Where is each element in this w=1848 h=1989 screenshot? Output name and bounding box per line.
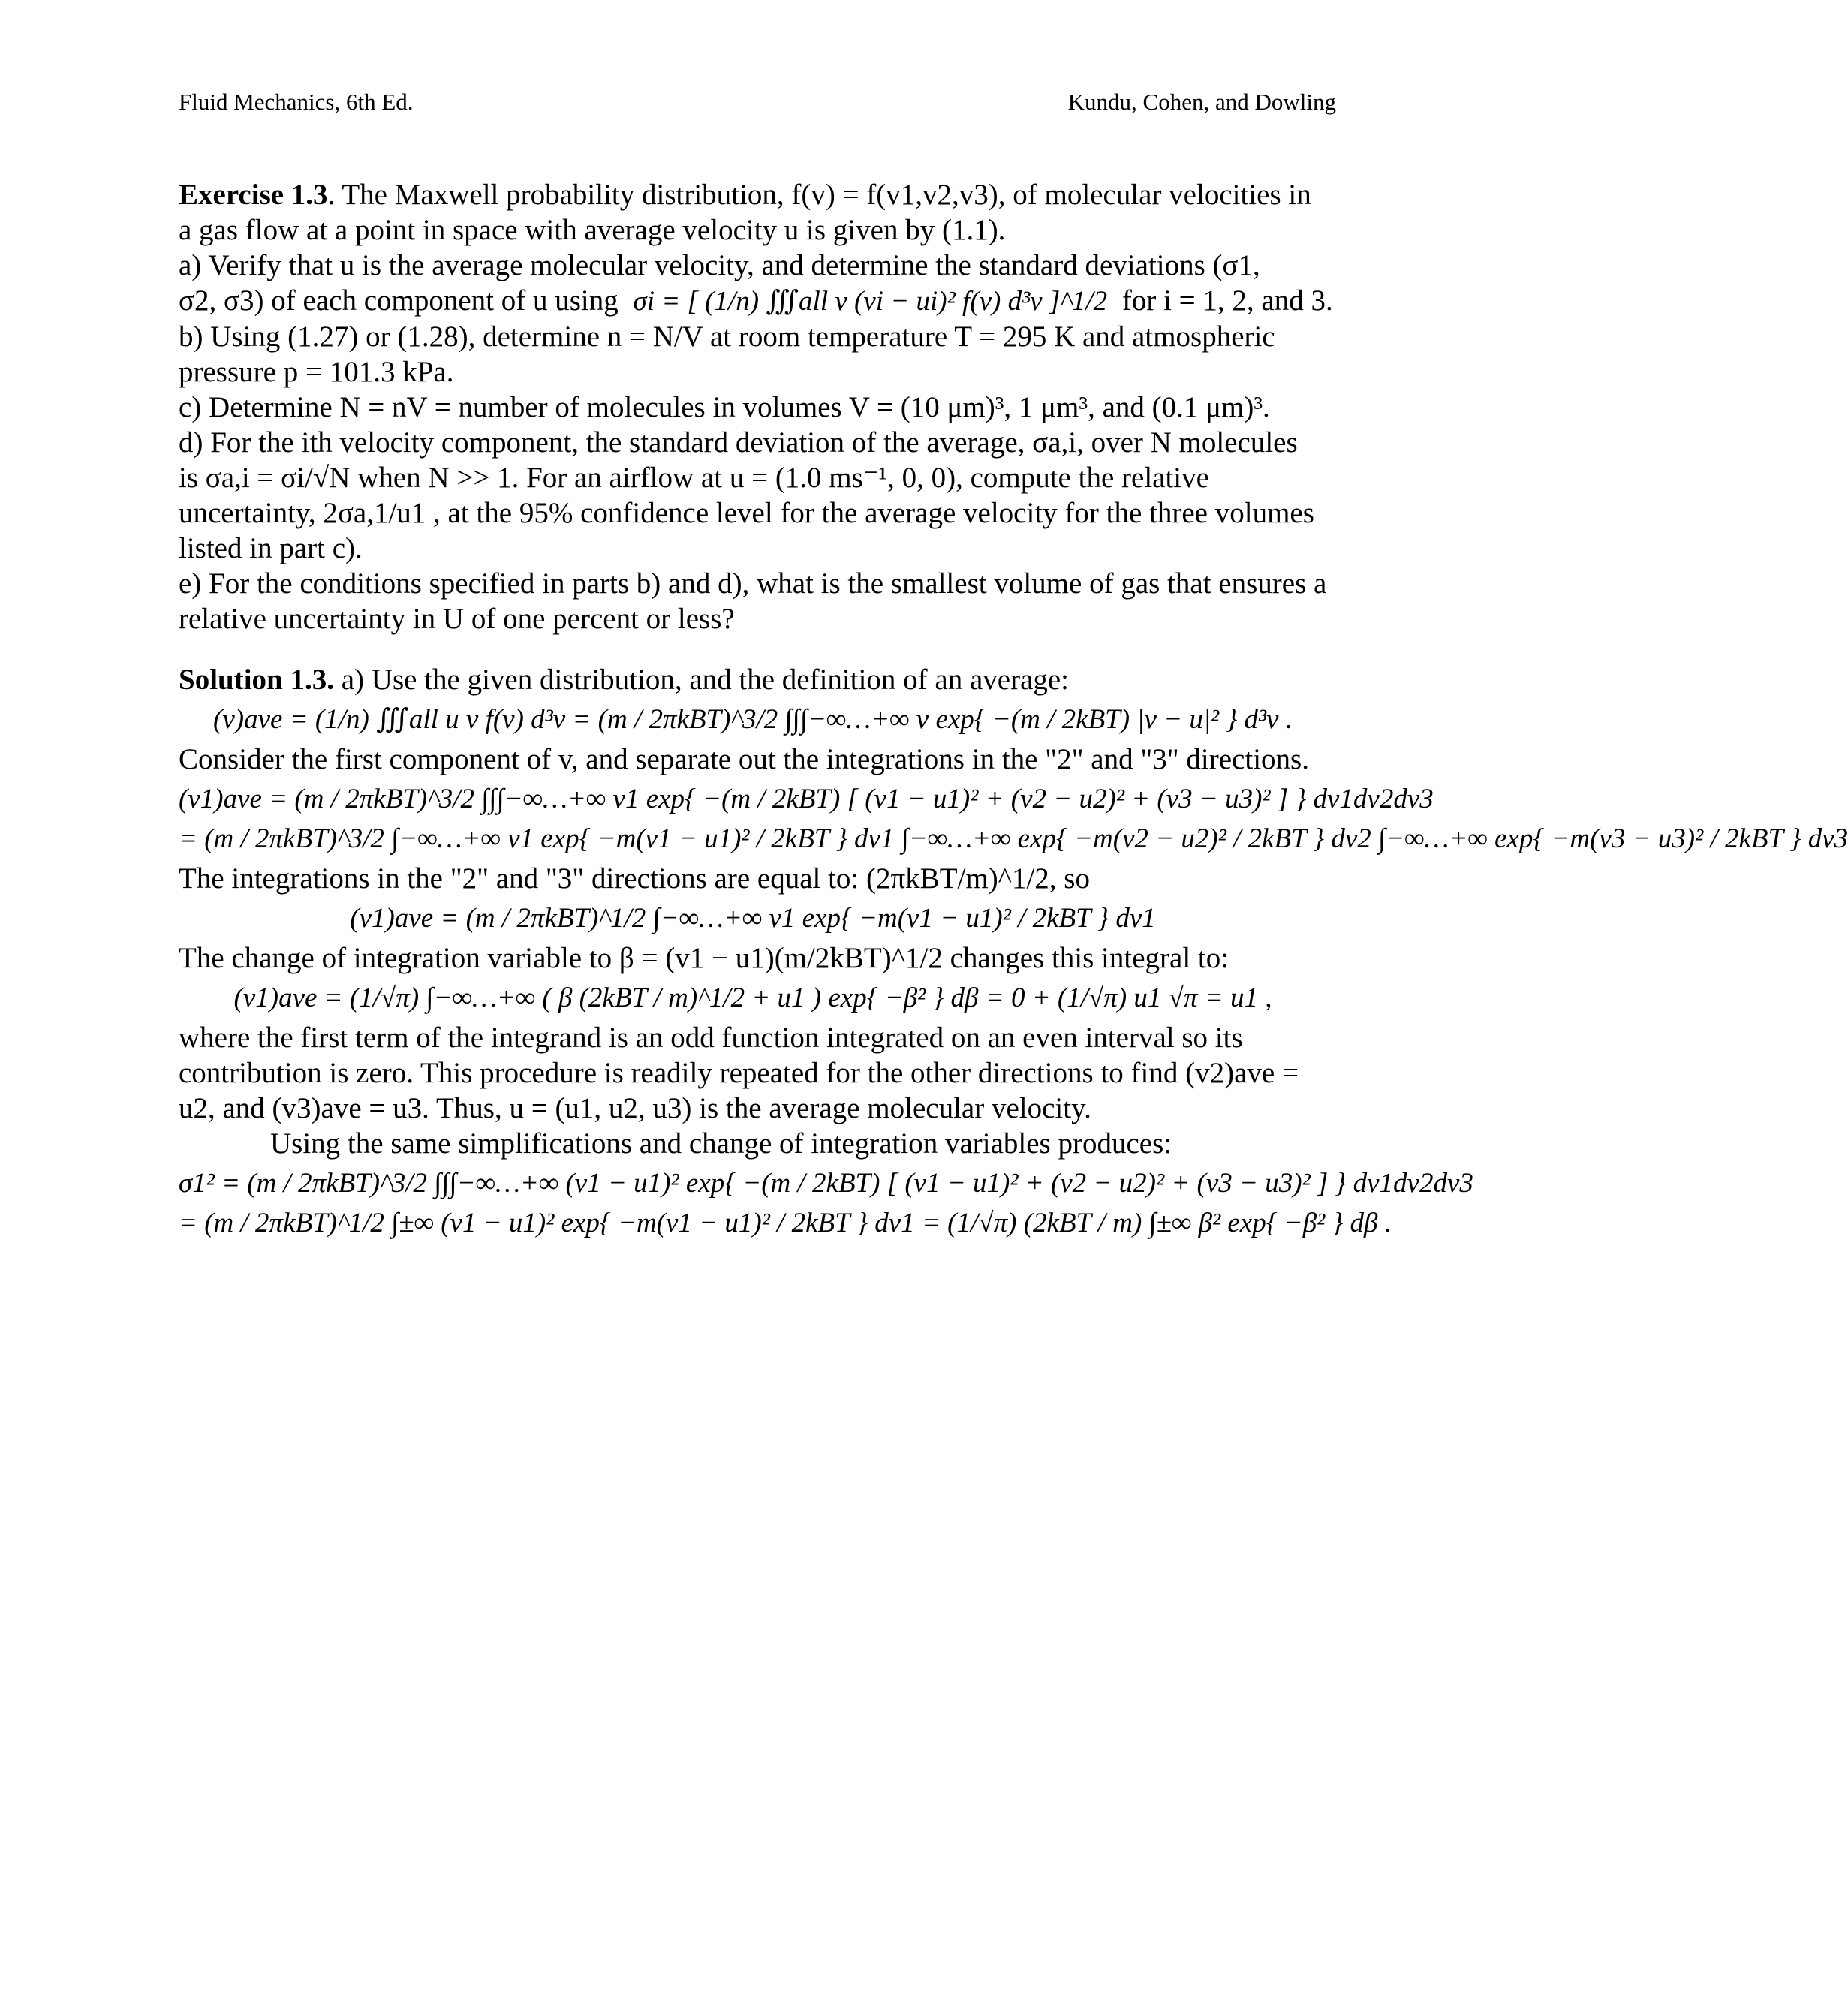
equation-v1-average-result: (v1)ave = (1/√π) ∫−∞…+∞ ( β (2kBT / m)^1/2 + u1 ) exp{ −β² } dβ = 0 + (1/√π) u1 √π = u1 ,	[233, 982, 1272, 1013]
equation-sigma-definition: σi = [ (1/n) ∭all v (vi − ui)² f(v) d³v ]^1/2	[633, 286, 1108, 317]
solution-label: Solution 1.3.	[179, 664, 334, 696]
equation-v1-average-separated: = (m / 2πkBT)^3/2 ∫−∞…+∞ v1 exp{ −m(v1 − u1)² / 2kBT } dv1 ∫−∞…+∞ exp{ −m(v2 − u2)² / 2kBT } dv2 ∫−∞…+∞ exp{ −m(v3 − u3)² / 2kBT } dv3	[179, 823, 1848, 854]
solution-text-integrations: The integrations in the "2" and "3" directions are equal to: (2πkBT/m)^1/2, so	[179, 862, 1090, 895]
solution-intro-text: a) Use the given distribution, and the definition of an average:	[333, 664, 1070, 696]
page-content	[179, 177, 1848, 1245]
exercise-section	[179, 177, 1333, 636]
header-book-title: Fluid Mechanics, 6th Ed.	[179, 89, 414, 115]
solution-text-odd-function: where the first term of the integrand is an odd function integrated on an even interval so its contribution is zero. This procedure is readily repeated for the other directions to find (v2)ave = u2, and (v3)ave = u3. Thus, u = (u1, u2, u3) is the average molecular velocity.	[179, 1022, 1299, 1124]
exercise-intro-text: . The Maxwell probability distribution, f(v) = f(v1,v2,v3), of molecular velocities in a gas flow at a point in space with average velocity u is given by (1.1).	[179, 179, 1311, 246]
exercise-part-d-line1: d) For the ith velocity component, the standard deviation of the average, σa,i, over N molecules	[179, 426, 1298, 459]
header-authors: Kundu, Cohen, and Dowling	[1067, 89, 1336, 115]
equation-average-velocity: (v)ave = (1/n) ∭all u v f(v) d³v = (m / 2πkBT)^3/2 ∫∫∫−∞…+∞ v exp{ −(m / 2kBT) |v − u|² } d³v .	[213, 704, 1293, 735]
exercise-part-a-suffix: for i = 1, 2, and 3.	[1121, 284, 1333, 317]
exercise-part-d-line2: is σa,i = σi/√N when N >> 1. For an airflow at u = (1.0 ms⁻¹, 0, 0), compute the relative	[179, 462, 1209, 494]
equation-sigma1-squared: σ1² = (m / 2πkBT)^3/2 ∫∫∫−∞…+∞ (v1 − u1)² exp{ −(m / 2kBT) [ (v1 − u1)² + (v2 − u2)² + (v3 − u3)² ] } dv1dv2dv3	[179, 1168, 1473, 1199]
equation-v1-average-triple: (v1)ave = (m / 2πkBT)^3/2 ∫∫∫−∞…+∞ v1 exp{ −(m / 2kBT) [ (v1 − u1)² + (v2 − u2)² + (v3 − u3)² ] } dv1dv2dv3	[179, 784, 1434, 814]
solution-text-first-component: Consider the first component of v, and separate out the integrations in the "2" and "3" directions.	[179, 743, 1309, 775]
exercise-part-a-text: σ2, σ3) of each component of u using	[179, 284, 619, 317]
exercise-part-b: b) Using (1.27) or (1.28), determine n = N/V at room temperature T = 295 K and atmospheric pressure p = 101.3 kPa.	[179, 320, 1275, 388]
solution-text-change-variable: The change of integration variable to β = (v1 − u1)(m/2kBT)^1/2 changes this integral to:	[179, 942, 1229, 974]
solution-text-simplifications: Using the same simplifications and change of integration variables produces:	[270, 1127, 1172, 1160]
exercise-intro	[179, 177, 1327, 248]
exercise-part-a-line1: a) Verify that u is the average molecular velocity, and determine the standard deviations (σ1,	[179, 249, 1260, 281]
equation-v1-average-single: (v1)ave = (m / 2πkBT)^1/2 ∫−∞…+∞ v1 exp{ −m(v1 − u1)² / 2kBT } dv1	[350, 903, 1156, 934]
exercise-part-d-line3: uncertainty, 2σa,1/u1 , at the 95% confidence level for the average velocity for the three volumes listed in part c).	[179, 497, 1314, 564]
solution-intro	[179, 662, 1327, 697]
equation-sigma1-squared-reduced: = (m / 2πkBT)^1/2 ∫±∞ (v1 − u1)² exp{ −m(v1 − u1)² / 2kBT } dv1 = (1/√π) (2kBT / m) ∫±∞ β² exp{ −β² } dβ .	[179, 1208, 1392, 1238]
exercise-part-c: c) Determine N = nV = number of molecules in volumes V = (10 μm)³, 1 μm³, and (0.1 μm)³.	[179, 391, 1270, 423]
exercise-part-e: e) For the conditions specified in parts b) and d), what is the smallest volume of gas that ensures a relative uncertainty in U of one percent or less?	[179, 567, 1327, 635]
solution-section	[179, 662, 1848, 1241]
exercise-part-a-line2	[179, 283, 1333, 319]
exercise-label: Exercise 1.3	[179, 179, 328, 211]
